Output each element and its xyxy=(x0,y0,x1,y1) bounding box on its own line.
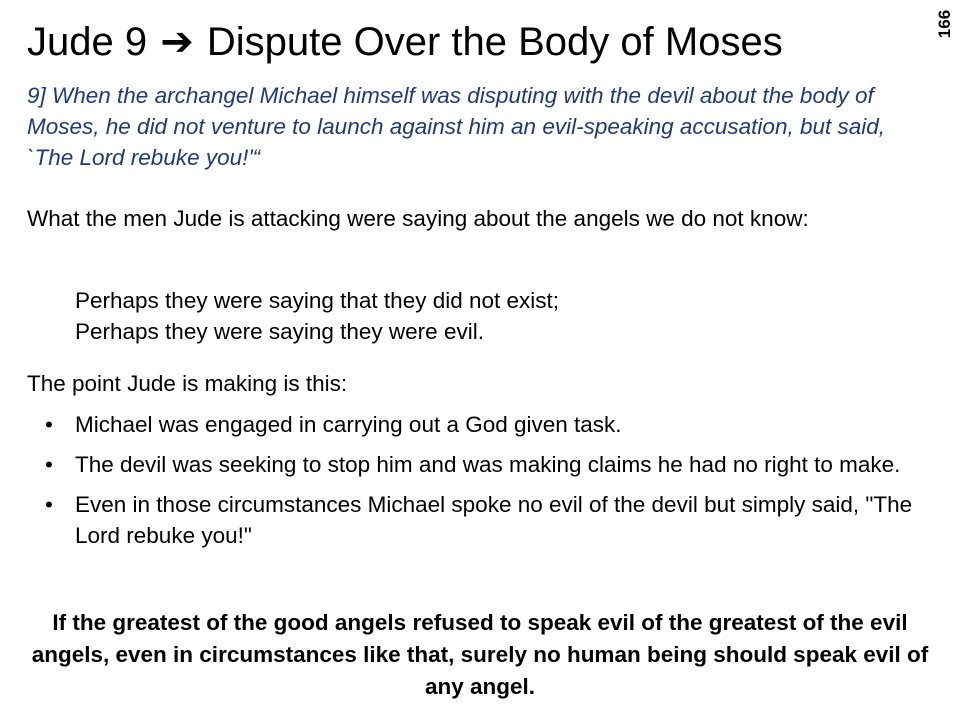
intro-paragraph: What the men Jude is attacking were saying about the angels we do not know: xyxy=(27,206,809,231)
perhaps-line: Perhaps they were saying that they did not exist; xyxy=(75,288,560,313)
bullet-icon: • xyxy=(45,492,53,517)
bullet-item xyxy=(45,489,925,551)
bullet-text: Michael was engaged in carrying out a God given task. xyxy=(75,412,622,437)
slide-number xyxy=(930,2,960,46)
bullet-text: Even in those circumstances Michael spoke no evil of the devil but simply said, "The Lord rebuke you!" xyxy=(75,492,913,548)
perhaps-list xyxy=(75,285,935,347)
slide-number-text: 166 xyxy=(935,9,954,39)
bullet-item xyxy=(45,449,925,480)
perhaps-line: Perhaps they were saying they were evil. xyxy=(75,319,484,344)
slide-title xyxy=(27,10,783,74)
point-heading: The point Jude is making is this: xyxy=(27,371,348,396)
arrow-right-icon: ➔ xyxy=(160,20,194,64)
bullet-item xyxy=(45,409,925,440)
bullet-icon: • xyxy=(45,452,53,477)
conclusion-text: If the greatest of the good angels refused to speak evil of the greatest of the evil angels, even in circumstances like that, surely no human being should speak evil of any angel. xyxy=(31,610,929,699)
bullet-list xyxy=(45,409,925,560)
title-topic: Dispute Over the Body of Moses xyxy=(206,20,783,64)
title-reference: Jude 9 xyxy=(27,20,148,64)
verse-quote: 9] When the archangel Michael himself was disputing with the devil about the body of Moses, he did not venture to launch against him an evil-speaking accusation, but said, `The Lord rebuke you!'“ xyxy=(27,83,886,170)
bullet-icon: • xyxy=(45,412,53,437)
bullet-text: The devil was seeking to stop him and was making claims he had no right to make. xyxy=(75,452,901,477)
